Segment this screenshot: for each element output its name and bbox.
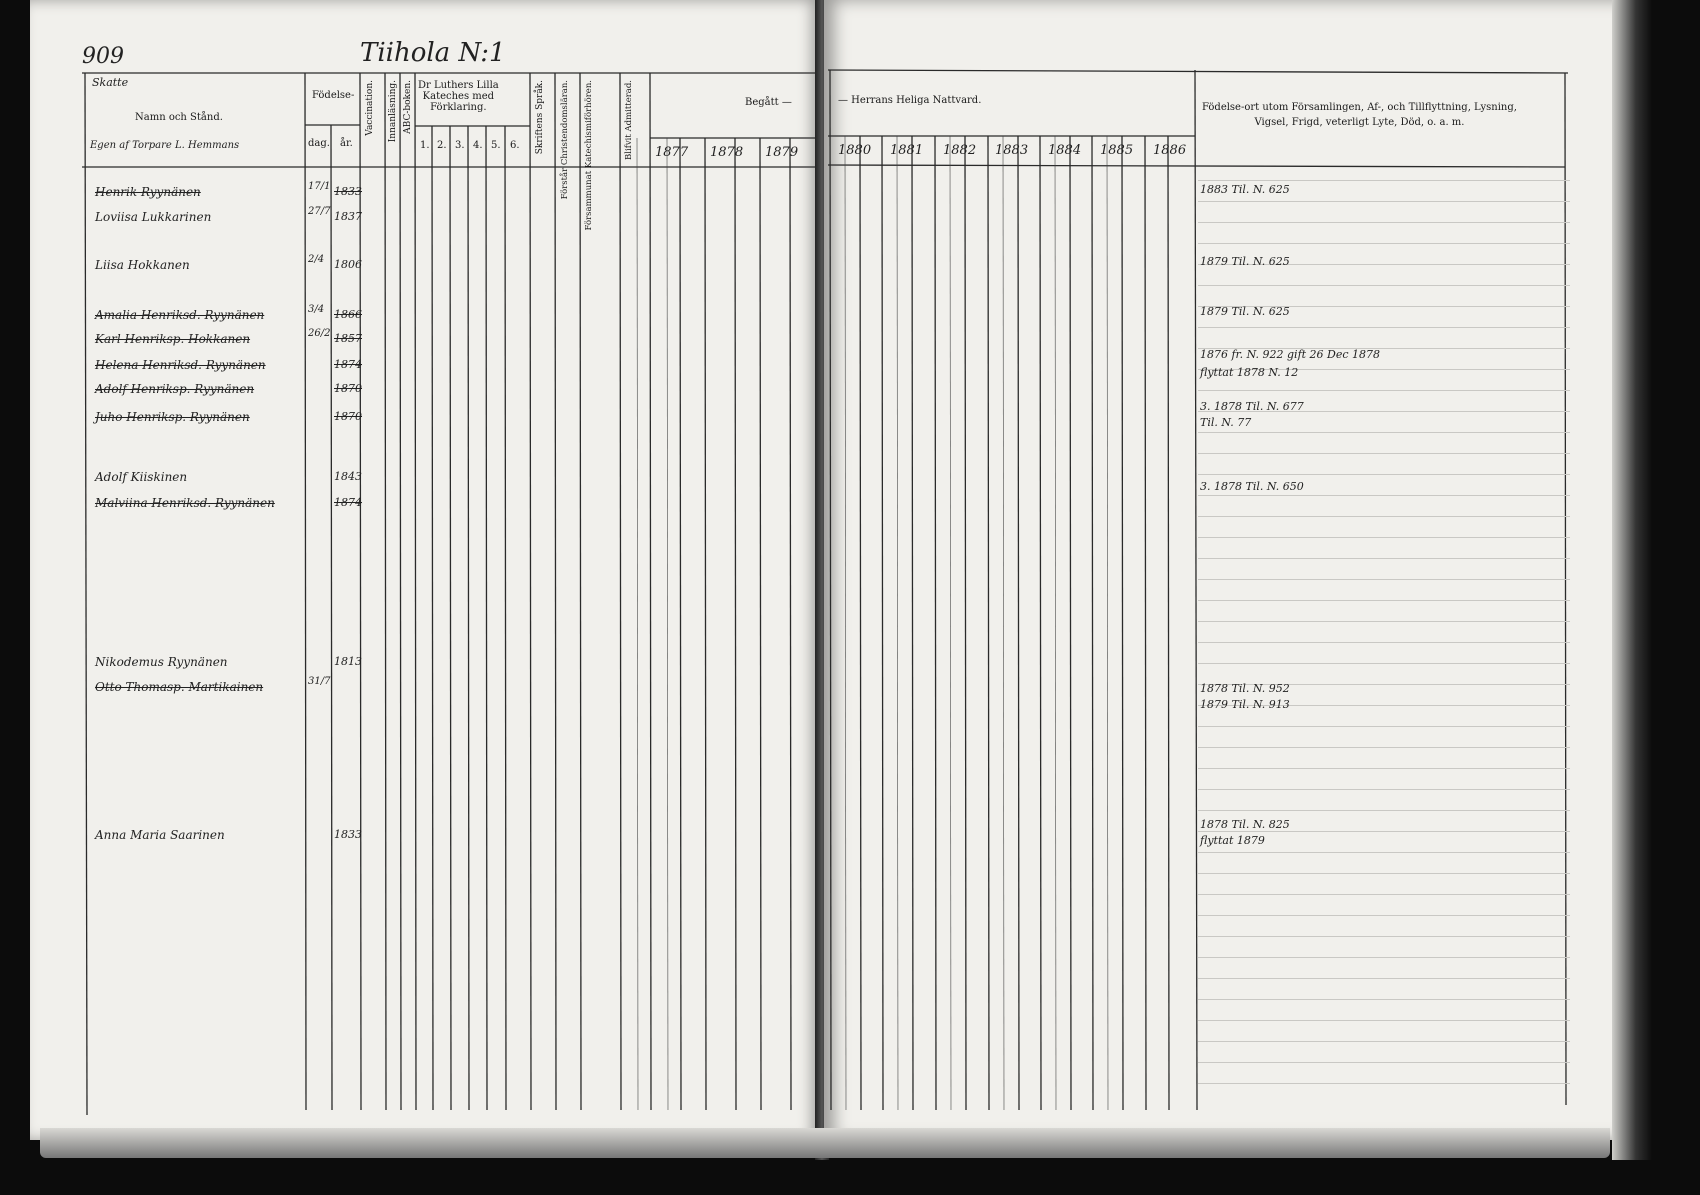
ruled-line	[1198, 558, 1570, 559]
ruled-line	[1198, 474, 1570, 475]
entry-birth-year: 1874	[334, 358, 362, 371]
col-christian-doctrine: Förstår Christendomsläran.	[560, 80, 570, 200]
remark-entry: Til. N. 77	[1200, 416, 1252, 429]
col-abc: ABC-boken.	[403, 80, 413, 134]
ruled-line	[1198, 390, 1570, 391]
remark-entry: 1876 fr. N. 922 gift 26 Dec 1878	[1200, 348, 1381, 361]
ruled-line	[1198, 537, 1570, 538]
remark-entry: flyttat 1879	[1200, 834, 1265, 847]
village-title: Tiihola N:1	[360, 38, 506, 68]
ruled-line	[1198, 516, 1570, 517]
entry-birth-day: 3/4	[308, 304, 325, 315]
entry-birth-year: 1866	[334, 308, 362, 321]
remark-entry: 3. 1878 Til. N. 677	[1200, 400, 1304, 413]
col-cat-6: 6.	[510, 140, 520, 151]
ruled-line	[1198, 1062, 1570, 1063]
entry-name: Amalia Henriksd. Ryynänen	[95, 308, 265, 322]
entry-name: Nikodemus Ryynänen	[95, 655, 228, 669]
remark-entry: 1878 Til. N. 825	[1200, 818, 1290, 831]
entry-name: Loviisa Lukkarinen	[95, 210, 212, 224]
ruled-line	[1198, 957, 1570, 958]
ruled-line	[1198, 747, 1570, 748]
ruled-line	[1198, 453, 1570, 454]
entry-name: Helena Henriksd. Ryynänen	[95, 358, 266, 372]
ruled-line	[1198, 999, 1570, 1000]
col-congregation-catechism: Försammunat Katechismiförhören.	[584, 80, 594, 231]
ruled-line	[1198, 810, 1570, 811]
entry-birth-year: 1843	[334, 470, 362, 483]
year-header: 1879	[765, 145, 799, 160]
year-header: 1882	[943, 143, 977, 158]
entry-name: Liisa Hokkanen	[95, 258, 190, 272]
entry-name: Adolf Kiiskinen	[95, 470, 188, 484]
entry-birth-year: 1833	[334, 185, 362, 198]
ruled-line	[1198, 201, 1570, 202]
col-birth-year: år.	[340, 138, 353, 149]
year-header: 1878	[710, 145, 744, 160]
entry-birth-year: 1806	[334, 258, 362, 271]
ruled-line	[1198, 432, 1570, 433]
remark-entry: 1878 Til. N. 952	[1200, 682, 1290, 695]
entry-birth-year: 1874	[334, 496, 362, 509]
col-communion-left: Begått —	[745, 97, 792, 108]
entry-birth-day: 2/4	[308, 254, 325, 265]
ruled-line	[1198, 327, 1570, 328]
entry-name: Anna Maria Saarinen	[95, 828, 225, 842]
ruled-line	[1198, 1020, 1570, 1021]
entry-name: Juho Henriksp. Ryynänen	[95, 410, 250, 424]
col-cat-5: 5.	[491, 140, 501, 151]
entry-name: Adolf Henriksp. Ryynänen	[95, 382, 255, 396]
year-header: 1886	[1153, 143, 1187, 158]
col-cat-2: 2.	[437, 140, 447, 151]
entry-name: Malviina Henriksd. Ryynänen	[95, 496, 275, 510]
ruled-line	[1198, 726, 1570, 727]
remark-entry: 1879 Til. N. 625	[1200, 255, 1290, 268]
col-birth: Födelse-	[312, 90, 355, 101]
entry-birth-day: 17/1	[308, 181, 331, 192]
ruled-line	[1198, 663, 1570, 664]
remark-entry: flyttat 1878 N. 12	[1200, 366, 1299, 379]
col-name: Namn och Stånd.	[135, 112, 223, 123]
entry-birth-year: 1813	[334, 655, 362, 668]
col-reading: Innanläsning.	[388, 80, 398, 143]
entry-name: Karl Henriksp. Hokkanen	[95, 332, 251, 346]
entry-birth-year: 1870	[334, 410, 362, 423]
remark-entry: 1879 Til. N. 913	[1200, 698, 1290, 711]
ruled-line	[1198, 852, 1570, 853]
year-header: 1885	[1100, 143, 1134, 158]
col-admitted: Blifvit Admitterad.	[624, 80, 634, 160]
remark-entry: 1879 Til. N. 625	[1200, 305, 1290, 318]
entry-birth-year: 1837	[334, 210, 362, 223]
col-cat-4: 4.	[473, 140, 483, 151]
ruled-line	[1198, 831, 1570, 832]
ruled-line	[1198, 936, 1570, 937]
ruled-line	[1198, 768, 1570, 769]
col-cat-1: 1.	[420, 140, 430, 151]
entry-subheading: Egen af Torpare L. Hemmans	[90, 140, 240, 151]
remark-entry: 1883 Til. N. 625	[1200, 183, 1290, 196]
col-remarks: Födelse-ort utom Församlingen, Af-, och Tillflyttning, Lysning, Vigsel, Frigd, veterligt Lyte, Död, o. a. m.	[1202, 102, 1517, 128]
year-header: 1880	[838, 143, 872, 158]
col-catechism: Dr Luthers Lilla Kateches med Förklaring.	[418, 80, 499, 113]
ruled-line	[1198, 1083, 1570, 1084]
ruled-line	[1198, 285, 1570, 286]
entry-birth-year: 1870	[334, 382, 362, 395]
entry-birth-day: 27/7	[308, 206, 331, 217]
ruled-line	[1198, 579, 1570, 580]
ruled-line	[1198, 243, 1570, 244]
ruled-line	[1198, 180, 1570, 181]
ruled-line	[1198, 1041, 1570, 1042]
ruled-line	[1198, 600, 1570, 601]
year-header: 1884	[1048, 143, 1082, 158]
ruled-line	[1198, 642, 1570, 643]
entry-name: Henrik Ryynänen	[95, 185, 201, 199]
entry-name: Otto Thomasp. Martikainen	[95, 680, 264, 694]
entry-birth-day: 31/7	[308, 676, 331, 687]
entry-birth-year: 1857	[334, 332, 362, 345]
year-header: 1881	[890, 143, 924, 158]
remark-entry: 3. 1878 Til. N. 650	[1200, 480, 1304, 493]
col-birth-day: dag.	[308, 138, 330, 149]
ruled-line	[1198, 873, 1570, 874]
page-number: 909	[82, 44, 124, 69]
ruled-line	[1198, 978, 1570, 979]
ruled-line	[1198, 789, 1570, 790]
entry-annotation: Skatte	[92, 76, 129, 89]
col-scripture: Skriftens Språk.	[535, 80, 545, 155]
col-communion-right: — Herrans Heliga Nattvard.	[838, 95, 982, 106]
entry-birth-day: 26/2	[308, 328, 331, 339]
year-header: 1883	[995, 143, 1029, 158]
ruled-line	[1198, 894, 1570, 895]
col-vaccination: Vaccination.	[365, 80, 375, 136]
year-header: 1877	[655, 145, 689, 160]
ruled-line	[1198, 495, 1570, 496]
col-cat-3: 3.	[455, 140, 465, 151]
entry-birth-year: 1833	[334, 828, 362, 841]
ruled-line	[1198, 222, 1570, 223]
ruled-line	[1198, 915, 1570, 916]
ruled-line	[1198, 621, 1570, 622]
